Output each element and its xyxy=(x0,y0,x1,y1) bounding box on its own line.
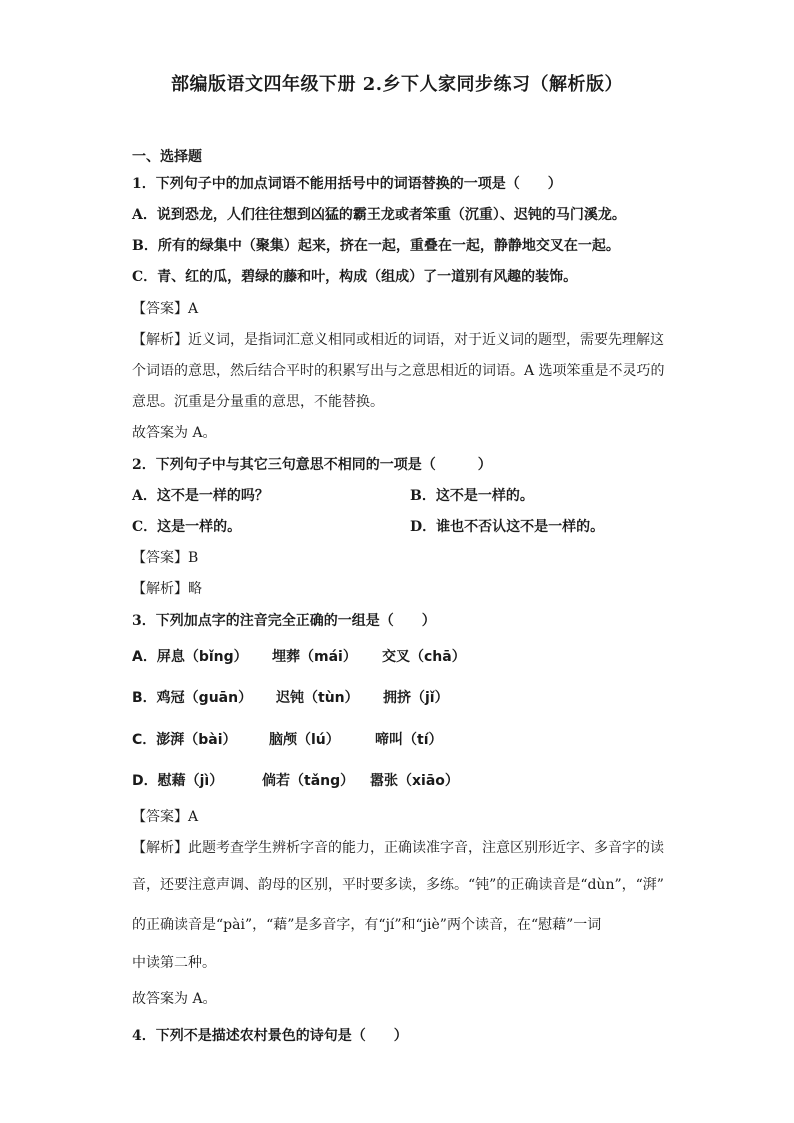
q3-option-b-item2: 迟钝（tùn） xyxy=(276,690,359,706)
q3-explanation-line3: 的正确读音是“pài”，“藉”是多音字，有“jí”和“jiè”两个读音，在“慰藉”一词 xyxy=(132,917,602,933)
q2-explanation: 【解析】略 xyxy=(132,581,202,597)
q2-option-a: A．这不是一样的吗？ xyxy=(132,488,269,504)
q3-explanation-line1: 【解析】此题考查学生辨析字音的能力，正确读准字音，注意区别形近字、多音字的读 xyxy=(132,840,664,856)
q3-option-d xyxy=(132,770,459,790)
q2-option-d: D．谁也不否认这不是一样的。 xyxy=(410,519,605,535)
q3-option-b-item3: 拥挤（jǐ） xyxy=(383,690,449,706)
q2-stem: 2．下列句子中与其它三句意思不相同的一项是（ ） xyxy=(132,457,492,473)
q1-explanation-line1: 【解析】近义词，是指词汇意义相同或相近的词语，对于近义词的题型，需要先理解这 xyxy=(132,332,664,348)
q2-answer: 【答案】B xyxy=(132,550,199,566)
q3-option-d-item2: 倘若（tǎng） xyxy=(262,773,355,789)
q3-option-c-item3: 啼叫（tí） xyxy=(375,732,443,748)
q3-option-a-item2: 埋葬（mái） xyxy=(272,649,357,665)
q3-option-c-item2: 脑颅（lú） xyxy=(269,732,340,748)
q3-explanation-line4: 中读第二种。 xyxy=(132,955,216,971)
q1-option-a: A．说到恐龙，人们往往想到凶猛的霸王龙或者笨重（沉重）、迟钝的马门溪龙。 xyxy=(132,207,626,223)
q3-conclusion: 故答案为 A。 xyxy=(132,991,217,1007)
document-title: 部编版语文四年级下册 2.乡下人家同步练习（解析版） xyxy=(170,74,624,95)
q3-answer: 【答案】A xyxy=(132,809,199,825)
q1-option-b: B．所有的绿集中（聚集）起来，挤在一起，重叠在一起，静静地交叉在一起。 xyxy=(132,238,620,254)
q3-option-c xyxy=(132,729,443,749)
q3-explanation-line2: 音，还要注意声调、韵母的区别，平时要多读，多练。“钝”的正确读音是“dùn”，“湃” xyxy=(132,877,664,893)
q3-stem: 3．下列加点字的注音完全正确的一组是（ ） xyxy=(132,613,436,629)
section-heading: 一、选择题 xyxy=(132,149,202,165)
q1-answer: 【答案】A xyxy=(132,301,199,317)
q3-option-a xyxy=(132,646,466,666)
q3-option-b xyxy=(132,687,449,707)
q2-option-c: C．这是一样的。 xyxy=(132,519,242,535)
q3-option-c-item1: C．澎湃（bài） xyxy=(132,732,237,748)
q1-option-c: C．青、红的瓜，碧绿的藤和叶，构成（组成）了一道别有风趣的装饰。 xyxy=(132,269,578,285)
q3-option-d-item1: D．慰藉（jì） xyxy=(132,773,224,789)
q1-explanation-line2: 个词语的意思，然后结合平时的积累写出与之意思相近的词语。A 选项笨重是不灵巧的 xyxy=(132,363,665,379)
q4-stem: 4．下列不是描述农村景色的诗句是（ ） xyxy=(132,1028,408,1044)
q1-conclusion: 故答案为 A。 xyxy=(132,425,217,441)
q3-option-b-item1: B．鸡冠（guān） xyxy=(132,690,253,706)
q3-option-a-item1: A．屏息（bǐng） xyxy=(132,649,248,665)
q1-stem: 1．下列句子中的加点词语不能用括号中的词语替换的一项是（ ） xyxy=(132,176,562,192)
q1-explanation-line3: 意思。沉重是分量重的意思，不能替换。 xyxy=(132,394,384,410)
q2-option-b: B．这不是一样的。 xyxy=(410,488,534,504)
q3-option-d-item3: 嚣张（xiāo） xyxy=(370,773,459,789)
q3-option-a-item3: 交叉（chā） xyxy=(382,649,466,665)
